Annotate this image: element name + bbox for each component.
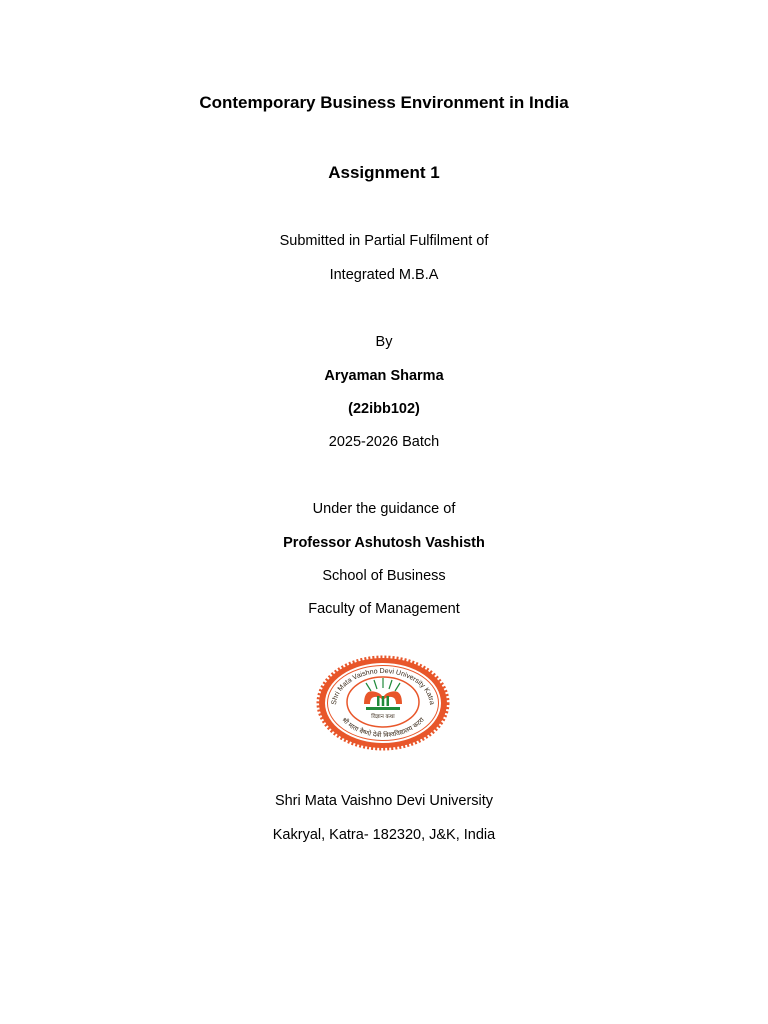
university-name: Shri Mata Vaishno Devi University xyxy=(274,793,494,809)
batch: 2025-2026 Batch xyxy=(328,434,440,450)
faculty-name: Faculty of Management xyxy=(308,601,460,617)
by-label: By xyxy=(375,334,393,350)
document-title: Contemporary Business Environment in India xyxy=(199,93,569,112)
student-name: Aryaman Sharma xyxy=(324,368,444,384)
svg-text:विज्ञान कथा: विज्ञान कथा xyxy=(371,714,395,720)
guide-name: Professor Ashutosh Vashisth xyxy=(283,535,485,551)
program-name: Integrated M.B.A xyxy=(329,267,439,283)
student-id: (22ibb102) xyxy=(348,401,420,417)
assignment-heading: Assignment 1 xyxy=(328,163,440,182)
submission-line: Submitted in Partial Fulfilment of xyxy=(279,233,489,249)
seal-icon xyxy=(314,654,452,752)
university-address: Kakryal, Katra- 182320, J&K, India xyxy=(272,827,496,843)
university-seal xyxy=(314,654,452,752)
svg-text:Shri Mata Vaishno Devi Univers: Shri Mata Vaishno Devi University Katra xyxy=(330,667,436,706)
school-name: School of Business xyxy=(322,568,446,584)
svg-text:श्री माता वैष्णो देवी विश्वविद: श्री माता वैष्णो देवी विश्वविद्यालय कटरा xyxy=(340,715,426,740)
guidance-label: Under the guidance of xyxy=(312,501,456,517)
